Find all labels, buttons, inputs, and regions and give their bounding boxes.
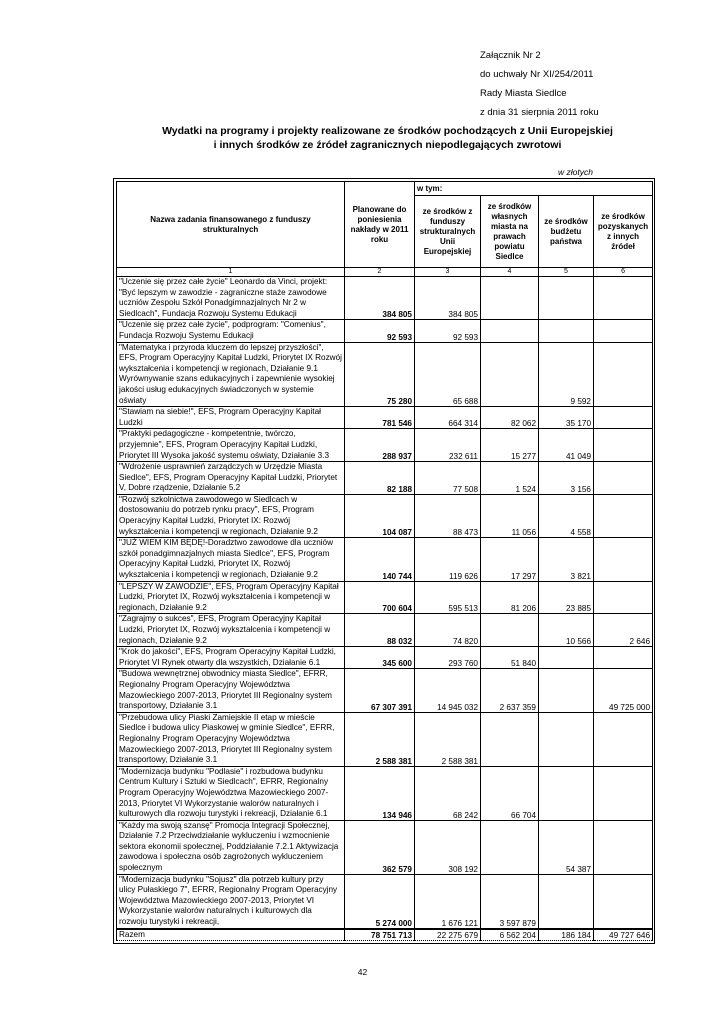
state-amount: 3 821 <box>539 538 594 581</box>
task-name: "Uczenie się przez całe życie" Leonardo da Vinci, projekt: "Być lepszym w zawodzie - zagraniczne staże zawodowe uczniów Zespołu Szkół Ponadgimnazjalnych Nr 2 w Siedlcach", Fundacja Rozwoju Systemu Edukacji <box>117 277 345 320</box>
state-amount: 4 558 <box>539 494 594 537</box>
column-number: 4 <box>481 268 539 277</box>
table-row <box>117 766 653 820</box>
other-amount <box>594 494 653 537</box>
task-name: "Krok do jakości", EFS, Program Operacyjny Kapitał Ludzki, Priorytet VI Rynek otwarty dla wszystkich, Działanie 6.1 <box>117 647 345 669</box>
state-amount: 35 170 <box>539 407 594 429</box>
planned-amount: 362 579 <box>345 820 415 874</box>
table-row <box>117 581 653 614</box>
other-amount <box>594 462 653 495</box>
other-amount <box>594 320 653 342</box>
state-amount: 54 387 <box>539 820 594 874</box>
planned-amount: 75 280 <box>345 342 415 407</box>
eu-amount: 308 192 <box>415 820 481 874</box>
table-row <box>117 669 653 712</box>
resolution-date: z dnia 31 sierpnia 2011 roku <box>480 107 599 118</box>
own-amount: 11 056 <box>481 494 539 537</box>
own-amount: 3 597 879 <box>481 874 539 928</box>
total-row <box>117 929 653 941</box>
table-row <box>117 462 653 495</box>
table-body <box>117 277 653 929</box>
state-amount <box>539 712 594 766</box>
header-state-budget: ze środków budżetu państwa <box>539 196 594 268</box>
eu-amount: 65 688 <box>415 342 481 407</box>
table-row <box>117 320 653 342</box>
task-name: "Modernizacja budynku "Podlasie" i rozbudowa budynku Centrum Kultury i Sztuki w Siedlcach", EFRR, Regionalny Program Operacyjny Województwa Mazowieckiego 2007-2013, Priorytet VI Wykorzystanie walorów naturalnych i kulturowych dla rozwoju turystyki i rekreacji, Działanie 6.1 <box>117 766 345 820</box>
eu-amount: 384 805 <box>415 277 481 320</box>
planned-amount: 134 946 <box>345 766 415 820</box>
own-amount <box>481 320 539 342</box>
task-name: "Uczenie się przez całe życie", podprogram: "Comenius", Fundacja Rozwoju Systemu Edukacji <box>117 320 345 342</box>
eu-amount: 2 588 381 <box>415 712 481 766</box>
other-amount: 49 725 000 <box>594 669 653 712</box>
header-eu-funds: ze środków z funduszy strukturalnych Unii Europejskiej <box>415 196 481 268</box>
state-amount: 41 049 <box>539 429 594 462</box>
own-amount <box>481 820 539 874</box>
column-number: 3 <box>415 268 481 277</box>
own-amount <box>481 712 539 766</box>
other-amount <box>594 407 653 429</box>
own-amount: 51 840 <box>481 647 539 669</box>
state-amount: 10 566 <box>539 614 594 647</box>
column-number: 5 <box>539 268 594 277</box>
eu-amount: 77 508 <box>415 462 481 495</box>
eu-amount: 1 676 121 <box>415 874 481 928</box>
task-name: "Budowa wewnętrznej obwodnicy miasta Siedlce", EFRR, Regionalny Program Operacyjny Województwa Mazowieckiego 2007-2013, Priorytet III Regionalny system transportowy, Działanie 3.1 <box>117 669 345 712</box>
table-row <box>117 712 653 766</box>
table-row <box>117 874 653 928</box>
header-other-sources: ze środków pozyskanych z innych źródeł <box>594 196 653 268</box>
other-amount <box>594 538 653 581</box>
state-amount <box>539 874 594 928</box>
own-amount: 1 524 <box>481 462 539 495</box>
own-amount <box>481 614 539 647</box>
state-amount <box>539 647 594 669</box>
table-row <box>117 494 653 537</box>
resolution-number: do uchwały Nr XI/254/2011 <box>480 69 594 80</box>
eu-amount: 88 473 <box>415 494 481 537</box>
other-amount <box>594 647 653 669</box>
total-state: 186 184 <box>539 929 594 941</box>
other-amount <box>594 342 653 407</box>
page-number: 42 <box>357 967 368 977</box>
state-amount <box>539 766 594 820</box>
planned-amount: 104 087 <box>345 494 415 537</box>
column-number: 1 <box>117 268 345 277</box>
attachment-number: Załącznik Nr 2 <box>480 50 541 61</box>
task-name: "Praktyki pedagogiczne - kompetentnie, twórczo, przyjemnie", EFS, Program Operacyjny Kapitał Ludzki, Priorytet III Wysoka jakość systemu oświaty, Działanie 3.3 <box>117 429 345 462</box>
table-row <box>117 538 653 581</box>
state-amount <box>539 669 594 712</box>
other-amount <box>594 277 653 320</box>
other-amount <box>594 712 653 766</box>
expenditure-table <box>116 181 653 941</box>
own-amount: 81 206 <box>481 581 539 614</box>
task-name: "Stawiam na siebie!", EFS, Program Operacyjny Kapitał Ludzki <box>117 407 345 429</box>
planned-amount: 288 937 <box>345 429 415 462</box>
eu-amount: 119 626 <box>415 538 481 581</box>
planned-amount: 88 032 <box>345 614 415 647</box>
state-amount: 9 592 <box>539 342 594 407</box>
council-name: Rady Miasta Siedlce <box>480 88 567 99</box>
task-name: "LEPSZY W ZAWODZIE", EFS, Program Operacyjny Kapitał Ludzki, Priorytet IX, Rozwój wykształcenia i kompetencji w regionach, Działanie 9.2 <box>117 581 345 614</box>
eu-amount: 74 820 <box>415 614 481 647</box>
title-line-1: Wydatki na programy i projekty realizowane ze środków pochodzących z Unii Europejskiej <box>162 125 613 137</box>
planned-amount: 5 274 000 <box>345 874 415 928</box>
header-of-which: w tym: <box>415 182 653 196</box>
attachment-header <box>480 46 599 122</box>
total-planned: 78 751 713 <box>345 929 415 941</box>
eu-amount: 664 314 <box>415 407 481 429</box>
column-number: 6 <box>594 268 653 277</box>
planned-amount: 82 188 <box>345 462 415 495</box>
table-row <box>117 407 653 429</box>
own-amount: 66 704 <box>481 766 539 820</box>
eu-amount: 92 593 <box>415 320 481 342</box>
own-amount: 2 637 359 <box>481 669 539 712</box>
state-amount: 23 885 <box>539 581 594 614</box>
task-name: "Matematyka i przyroda kluczem do lepszej przyszłości", EFS, Program Operacyjny Kapitał Ludzki, Priorytet IX Rozwój wykształcenia i kompetencji w regionach, Działanie 9.1 Wyrównywanie szans edukacyjnych i zapewnienie wysokiej jakości usług edukacyjnych świadczonych w systemie oświaty <box>117 342 345 407</box>
table-row <box>117 647 653 669</box>
state-amount <box>539 277 594 320</box>
table-row <box>117 342 653 407</box>
document-title <box>110 124 665 152</box>
planned-amount: 345 600 <box>345 647 415 669</box>
eu-amount: 232 611 <box>415 429 481 462</box>
total-eu: 22 275 679 <box>415 929 481 941</box>
column-number-row <box>117 268 653 277</box>
total-other: 49 727 646 <box>594 929 653 941</box>
state-amount <box>539 320 594 342</box>
own-amount <box>481 277 539 320</box>
task-name: "JUŻ WIEM KIM BĘDĘ!-Doradztwo zawodowe dla uczniów szkół ponadgimnazjalnych miasta Siedlce", EFS, Program Operacyjny Kapitał Ludzki, Priorytet IX, Rozwój wykształcenia i kompetencji w regionach, Działanie 9.2 <box>117 538 345 581</box>
state-amount: 3 156 <box>539 462 594 495</box>
table-row <box>117 820 653 874</box>
own-amount: 82 062 <box>481 407 539 429</box>
planned-amount: 781 546 <box>345 407 415 429</box>
planned-amount: 67 307 391 <box>345 669 415 712</box>
task-name: "Rozwój szkolnictwa zawodowego w Siedlcach w dostosowaniu do potrzeb rynku pracy", EFS, Program Operacyjny Kapitał Ludzki, Priorytet IX: Rozwój wykształcenia i kompetencji w regionach, Działanie 9.2 <box>117 494 345 537</box>
task-name: "Wdrożenie usprawnień zarządczych w Urzędzie Miasta Siedlce", EFS, Program Operacyjny Kapitał Ludzki, Priorytet V, Dobre rządzenie, Działanie 5.2 <box>117 462 345 495</box>
total-own: 6 562 204 <box>481 929 539 941</box>
table-row <box>117 429 653 462</box>
other-amount <box>594 820 653 874</box>
other-amount <box>594 581 653 614</box>
own-amount: 15 277 <box>481 429 539 462</box>
planned-amount: 384 805 <box>345 277 415 320</box>
column-number: 2 <box>345 268 415 277</box>
other-amount <box>594 874 653 928</box>
task-name: "Zagrajmy o sukces", EFS, Program Operacyjny Kapitał Ludzki, Priorytet IX, Rozwój wykształcenia i kompetencji w regionach, Działanie 9.2 <box>117 614 345 647</box>
header-task-name: Nazwa zadania finansowanego z funduszy strukturalnych <box>117 182 345 268</box>
other-amount: 2 646 <box>594 614 653 647</box>
task-name: "Modernizacja budynku "Sojusz" dla potrzeb kultury przy ulicy Pułaskiego 7", EFRR, Regionalny Program Operacyjny Województwa Mazowieckiego 2007-2013, Priorytet VI Wykorzystanie walorów naturalnych i kulturowych dla rozwoju turystyki i rekreacji, <box>117 874 345 928</box>
eu-amount: 595 513 <box>415 581 481 614</box>
own-amount: 17 297 <box>481 538 539 581</box>
table-row <box>117 614 653 647</box>
eu-amount: 68 242 <box>415 766 481 820</box>
expenditure-table-frame <box>113 178 655 944</box>
planned-amount: 92 593 <box>345 320 415 342</box>
other-amount <box>594 766 653 820</box>
task-name: "Przebudowa ulicy Piaski Zamiejskie II etap w mieście Siedlce i budowa ulicy Piaskowej w gminie Siedlce", EFRR, Regionalny Program Operacyjny Województwa Mazowieckiego 2007-2013, Priorytet III Regionalny system transportowy, Działanie 3.1 <box>117 712 345 766</box>
planned-amount: 2 588 381 <box>345 712 415 766</box>
other-amount <box>594 429 653 462</box>
total-label: Razem <box>117 929 345 941</box>
header-own-funds: ze środków własnych miasta na prawach powiatu Siedlce <box>481 196 539 268</box>
eu-amount: 14 945 032 <box>415 669 481 712</box>
header-planned: Planowane do poniesienia nakłady w 2011 roku <box>345 182 415 268</box>
task-name: "Każdy ma swoją szansę" Promocja Integracji Społecznej, Działanie 7.2 Przeciwdziałanie wykluczeniu i wzmocnienie sektora ekonomii społecznej, Poddziałanie 7.2.1 Aktywizacja zawodowa i społeczna osób zagrożonych wykluczeniem społecznym <box>117 820 345 874</box>
planned-amount: 700 604 <box>345 581 415 614</box>
table-row <box>117 277 653 320</box>
own-amount <box>481 342 539 407</box>
planned-amount: 140 744 <box>345 538 415 581</box>
currency-unit: w złotych <box>558 167 593 177</box>
eu-amount: 293 760 <box>415 647 481 669</box>
title-line-2: i innych środków ze źródeł zagranicznych niepodlegających zwrotowi <box>213 139 562 151</box>
